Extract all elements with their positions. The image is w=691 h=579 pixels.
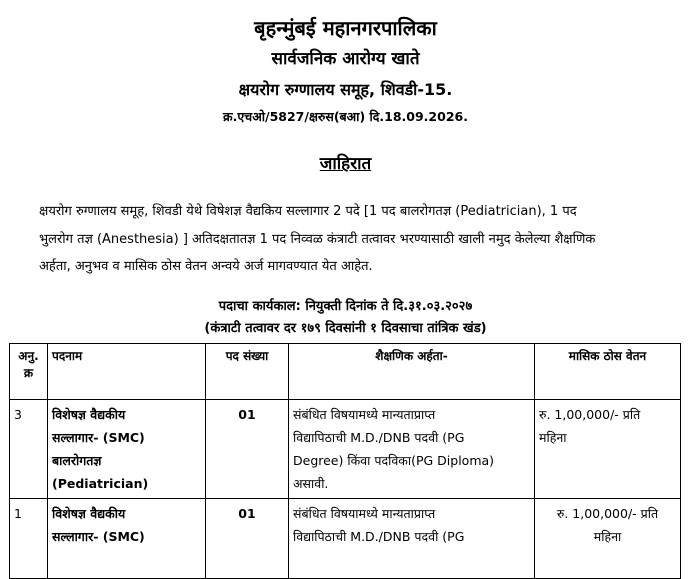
cell-qualification — [289, 400, 535, 499]
notice-title: जाहिरात — [319, 154, 372, 174]
salary-line: महिना — [539, 430, 567, 445]
qual-line: विद्यापिठाची M.D./DNB पदवी (PG — [293, 529, 465, 544]
col-header-qualification: शैक्षणिक अर्हता- — [289, 344, 535, 400]
salary-line: रु. 1,00,000/- प्रति — [539, 407, 641, 422]
col-header-sr: अनु. क्र — [10, 344, 48, 400]
posts-table — [9, 343, 681, 579]
cell-sr: 3 — [10, 400, 48, 499]
col-header-count: पद संख्या — [206, 344, 289, 400]
qual-line: संबंधित विषयामध्ये मान्यताप्राप्त — [293, 407, 436, 422]
body-text-line: क्षयरोग रुग्णालय समूह, शिवडी येथे विषेशज्ञ वैद्यकिय सल्लागार 2 पदे [1 पद बालरोगतज्ञ (Pediatrician), 1 पद — [39, 204, 577, 219]
cell-salary — [535, 400, 681, 499]
post-line: विशेषज्ञ वैद्यकीय — [52, 506, 126, 521]
cell-sr: 1 — [10, 499, 48, 579]
cell-salary — [535, 499, 681, 579]
post-line: (Pediatrician) — [52, 476, 149, 491]
qual-line: असावी. — [293, 476, 329, 491]
tenure-note: (कंत्राटी तत्वावर दर १७९ दिवसांनी १ दिवसाचा तांत्रिक खंड) — [204, 321, 487, 336]
post-line: सल्लागार- (SMC) — [52, 529, 145, 544]
cell-count: 01 — [206, 499, 289, 579]
post-line: बालरोगतज्ञ — [52, 453, 102, 468]
body-text-line: अर्हता, अनुभव व मासिक ठोस वेतन अन्वये अर्ज मागवण्यात येत आहेत. — [39, 259, 373, 274]
col-header-salary: मासिक ठोस वेतन — [535, 344, 681, 400]
qual-line: Degree) किंवा पदविका(PG Diploma) — [293, 453, 495, 468]
qual-line: विद्यापिठाची M.D./DNB पदवी (PG — [293, 430, 465, 445]
col-header-post: पदनाम — [48, 344, 206, 400]
salary-line: रु. 1,00,000/- प्रति — [556, 506, 659, 521]
department-name: सार्वजनिक आरोग्य खाते — [271, 49, 420, 69]
post-line: विशेषज्ञ वैद्यकीय — [52, 407, 126, 422]
table-row — [10, 499, 681, 579]
qual-line: संबंधित विषयामध्ये मान्यताप्राप्त — [293, 506, 436, 521]
tenure-line: पदाचा कार्यकाल: नियुक्ती दिनांक ते दि.३१.०३.२०२७ — [218, 299, 473, 314]
table-row — [10, 400, 681, 499]
cell-count: 01 — [206, 400, 289, 499]
body-text-line: भुलरोग तज्ञ (Anesthesia) ] अतिदक्षतातज्ञ 1 पद निव्वळ कंत्राटी तत्वावर भरण्यासाठी खाली नमुद केलेल्या शैक्षणिक — [39, 232, 596, 247]
cell-qualification — [289, 499, 535, 579]
post-line: सल्लागार- (SMC) — [52, 430, 145, 445]
hospital-name: क्षयरोग रुग्णालय समूह, शिवडी-15. — [238, 80, 453, 99]
cell-post — [48, 499, 206, 579]
org-name: बृहन्मुंबई महानगरपालिका — [254, 16, 437, 40]
reference-number: क्र.एचओ/5827/क्षरुस(बआ) दि.18.09.2026. — [223, 109, 468, 124]
table-header-row — [10, 344, 681, 400]
cell-post — [48, 400, 206, 499]
salary-line: महिना — [593, 529, 622, 544]
